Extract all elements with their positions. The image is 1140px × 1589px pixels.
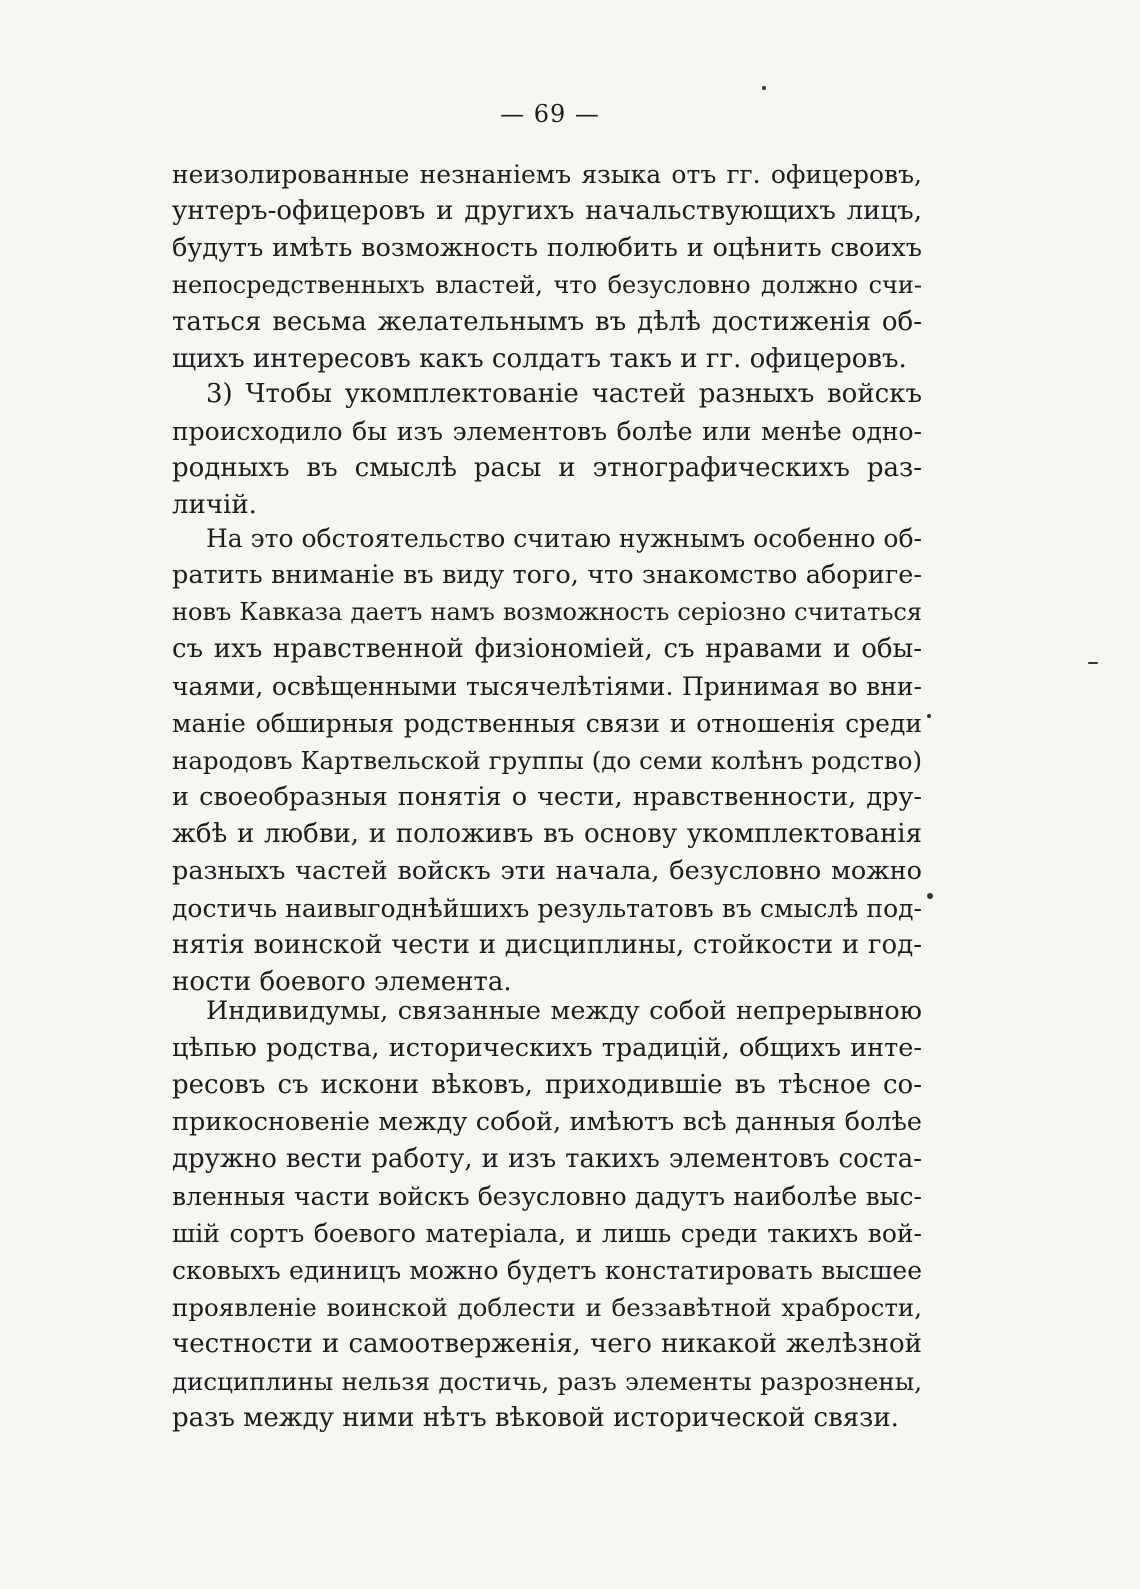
text-line: съ ихъ нравственной физiономiей, съ нравами и обы- <box>172 634 922 664</box>
text-line: чаями, освѣщенными тысячелѣтiями. Принимая во вни- <box>172 672 922 701</box>
text-line: родныхъ въ смыслѣ расы и этнографическихъ раз- <box>172 453 922 483</box>
text-line: народовъ Картвельской группы (до семи колѣнъ родство) <box>172 746 922 775</box>
text-line: нятiя воинской чести и дисциплины, стойкости и год- <box>172 930 922 960</box>
text-line: 3) Чтобы укомплектованiе частей разныхъ войскъ <box>206 379 922 409</box>
text-line: сковыхъ единицъ можно будетъ констатировать высшее <box>172 1256 922 1285</box>
text-line: вленныя части войскъ безусловно дадутъ наиболѣе выс- <box>172 1182 922 1211</box>
text-line: жбѣ и любви, и положивъ въ основу укомплектованiя <box>172 819 922 849</box>
text-line: неизолированные незнанiемъ языка отъ гг. офицеровъ, <box>172 160 922 189</box>
text-line: разныхъ частей войскъ эти начала, безусловно можно <box>172 856 922 886</box>
text-line: ресовъ съ искони вѣковъ, приходившiе въ тѣсное со- <box>172 1070 922 1100</box>
text-line: новъ Кавказа даетъ намъ возможность серiозно считаться <box>172 598 922 626</box>
text-line: унтеръ-офицеровъ и другихъ начальствующихъ лицъ, <box>172 196 922 226</box>
scan-speck <box>927 893 933 899</box>
text-line: прикосновенiе между собой, имѣютъ всѣ данныя болѣе <box>172 1107 922 1137</box>
paragraph-2 <box>172 376 922 524</box>
text-line: достичь наивыгоднѣйшихъ результатовъ въ смыслѣ под- <box>172 894 922 923</box>
text-line: цѣпью родства, историческихъ традицiй, общихъ инте- <box>172 1033 922 1063</box>
text-line: таться весьма желательнымъ въ дѣлѣ достиженiя об- <box>172 307 922 337</box>
paragraph-1 <box>172 156 922 378</box>
text-line: дружно вести работу, и изъ такихъ элементовъ соста- <box>172 1144 922 1174</box>
scan-speck <box>1088 662 1098 664</box>
text-line: Индивидумы, связанные между собой непрерывною <box>206 996 922 1026</box>
text-line: ности боевого элемента. <box>172 967 512 997</box>
text-line: личiй. <box>172 490 257 520</box>
text-line: щихъ интересовъ какъ солдатъ такъ и гг. офицеровъ. <box>172 344 907 374</box>
text-line: шiй сортъ боевого матерiала, и лишь среди такихъ вой- <box>172 1219 922 1248</box>
paragraph-4 <box>172 993 922 1437</box>
text-line: происходило бы изъ элементовъ болѣе или менѣе одно- <box>172 417 922 446</box>
text-line: ратить вниманiе въ виду того, что знакомство абориге- <box>172 560 922 590</box>
scan-speck <box>762 86 766 90</box>
page-number: — 69 — <box>500 100 600 128</box>
text-line: непосредственныхъ властей, что безусловно должно счи- <box>172 271 922 299</box>
text-line: честности и самоотверженiя, чего никакой желѣзной <box>172 1329 922 1359</box>
text-line: и своеобразныя понятiя о чести, нравственности, дру- <box>172 782 922 812</box>
text-line: проявленiе воинской доблести и беззавѣтной храбрости, <box>172 1293 922 1322</box>
paragraph-3 <box>172 520 922 1001</box>
text-line: будутъ имѣть возможность полюбить и оцѣнить своихъ <box>172 233 922 263</box>
scan-speck <box>927 714 931 718</box>
text-line: разъ между ними нѣтъ вѣковой исторической связи. <box>172 1403 899 1433</box>
text-line: манiе обширныя родственныя связи и отношенiя среди <box>172 709 922 738</box>
text-line: дисциплины нельзя достичь, разъ элементы разрознены, <box>172 1367 922 1396</box>
text-line: На это обстоятельство считаю нужнымъ особенно об- <box>206 524 922 553</box>
